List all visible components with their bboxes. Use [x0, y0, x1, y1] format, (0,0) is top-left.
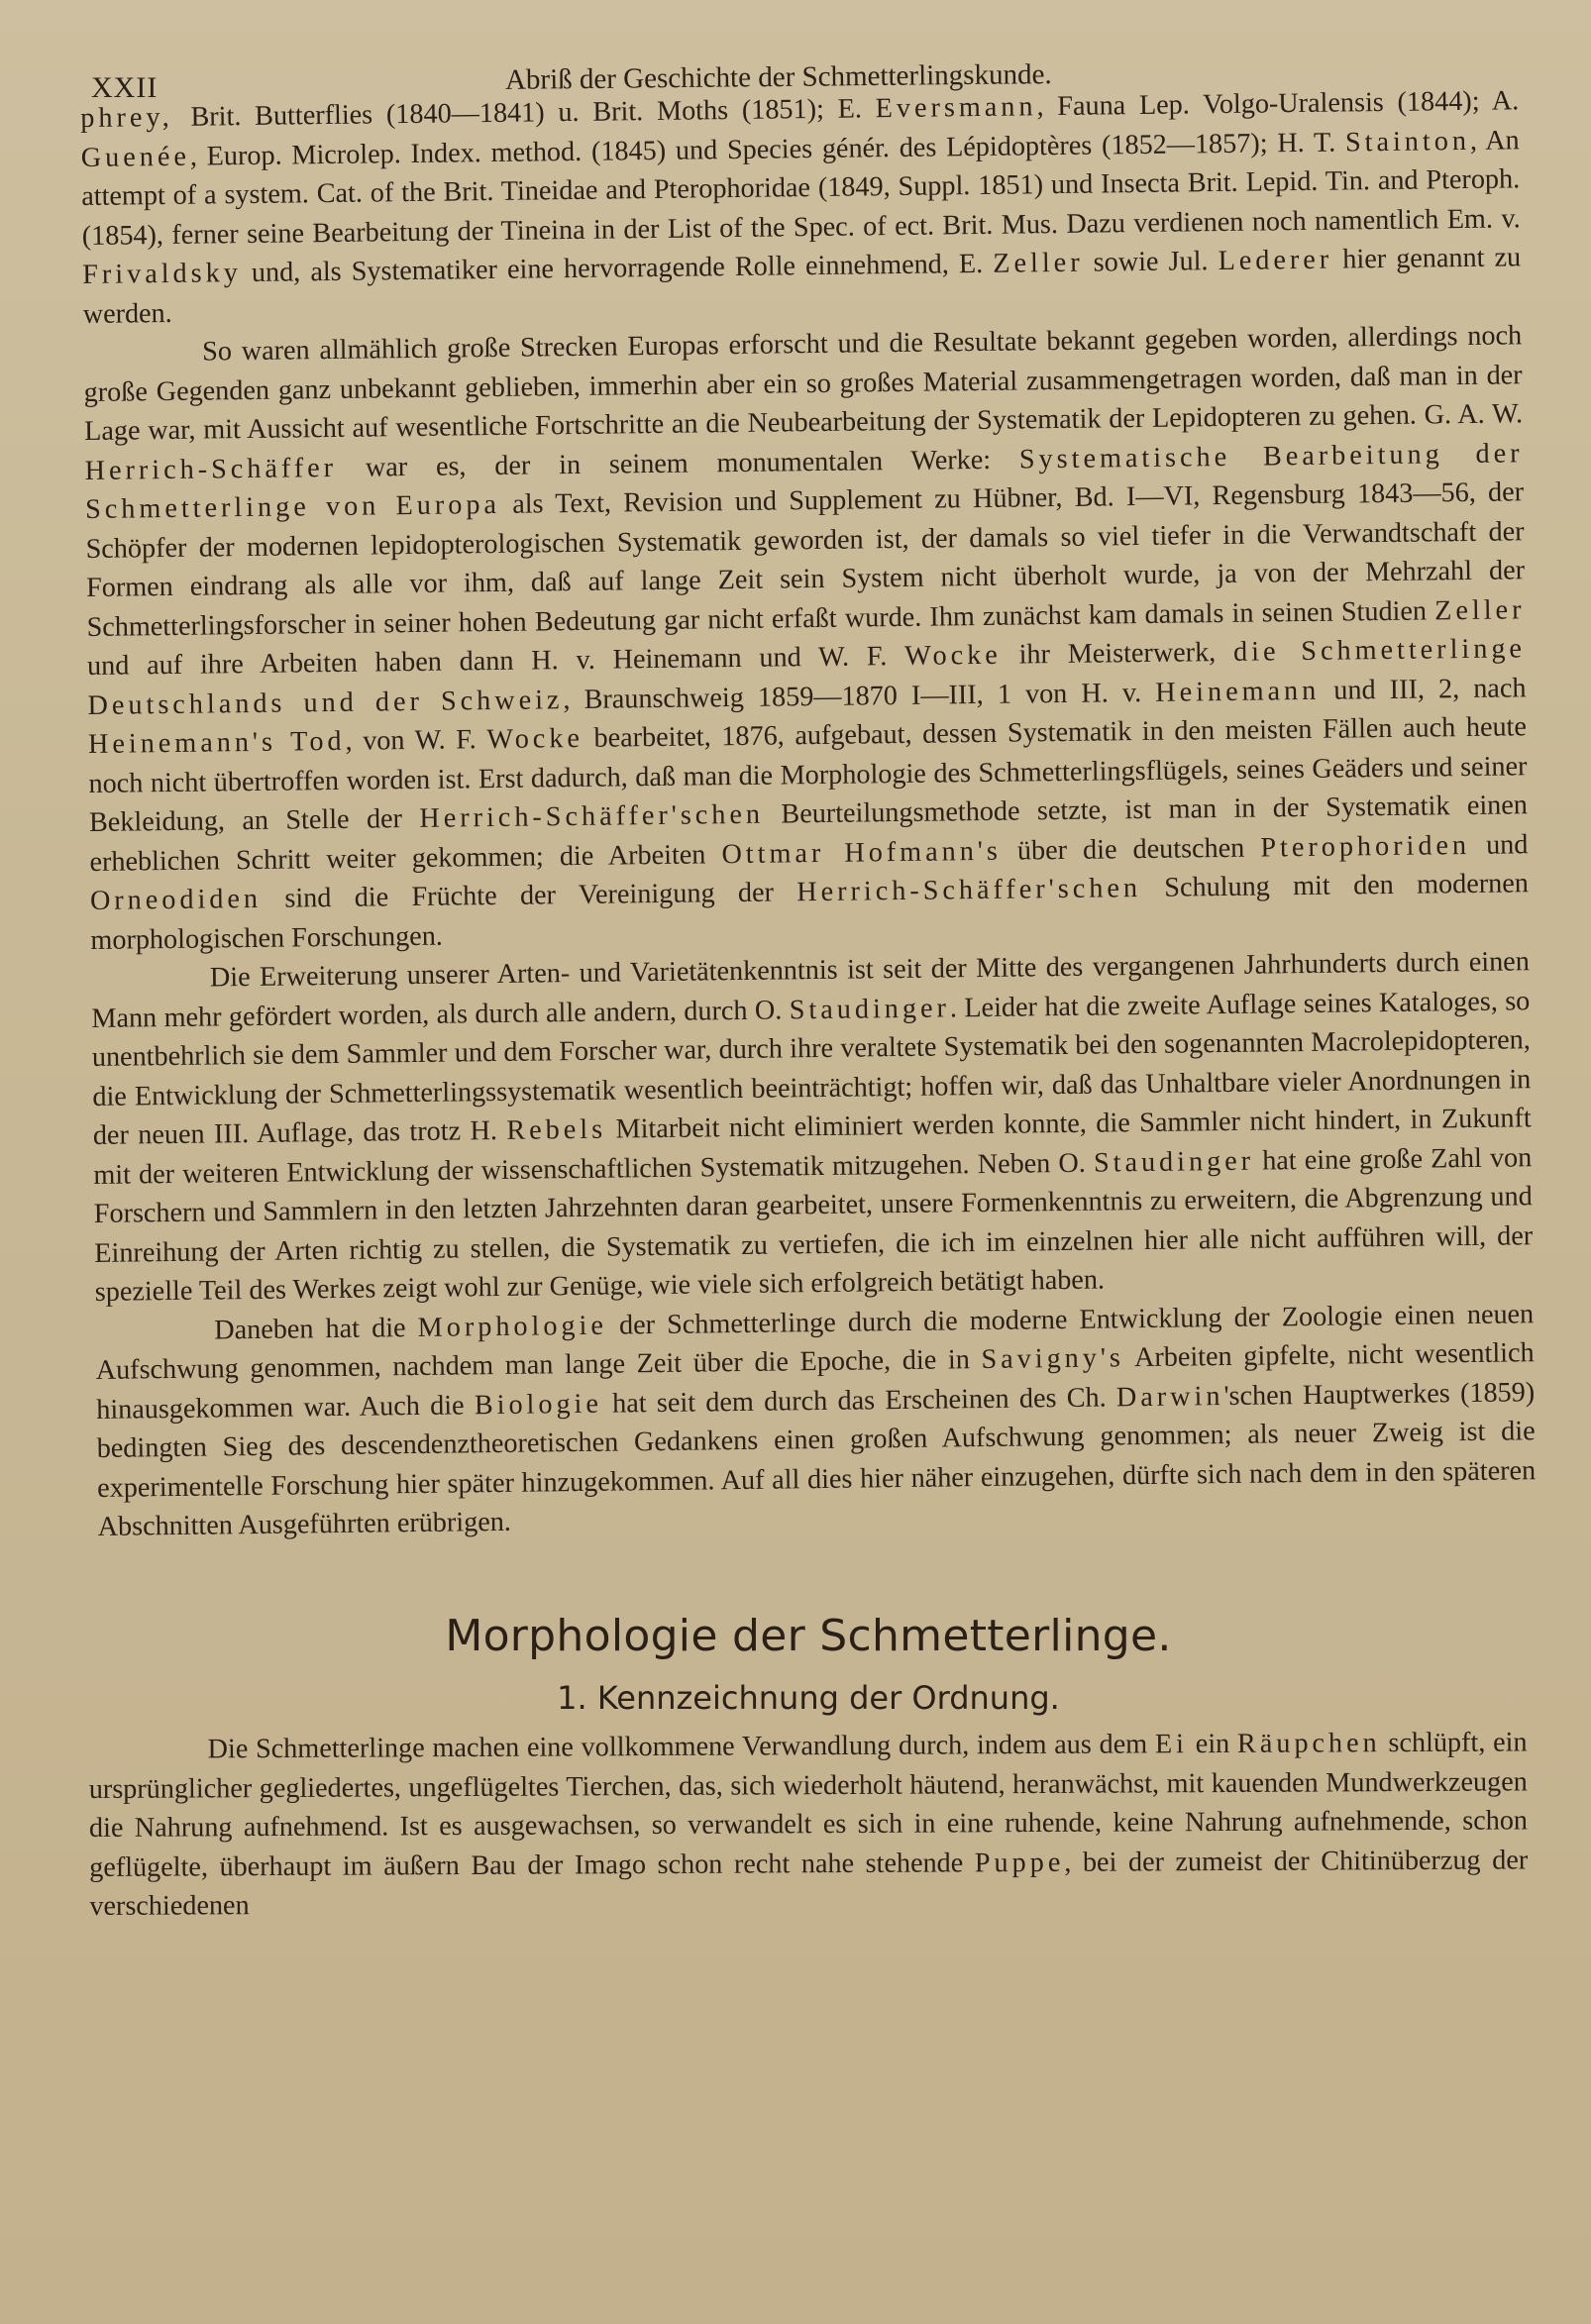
- spaced-name: Wocke: [486, 722, 584, 756]
- spaced-name: Guenée: [80, 141, 191, 173]
- spaced-name: Staudinger: [789, 992, 951, 1025]
- text-run: war es, der in seinem monumentalen Werke:: [336, 444, 1020, 483]
- paragraph: [88, 1723, 1528, 1926]
- spaced-name: Zeller: [1433, 593, 1526, 626]
- paragraph: [83, 316, 1530, 960]
- spaced-name: phrey,: [80, 101, 191, 135]
- text-run: Beurteilungsmethode setzte, ist man in der Systematik einen erheblichen Schritt weiter gekommen; die Arbeiten: [89, 790, 1529, 878]
- section-title: 1. Kennzeichnung der Ordnung.: [557, 1678, 1060, 1717]
- spaced-name: Herrich-Schäffer'schen: [796, 873, 1142, 908]
- text-run: ihr Meisterwerk,: [1001, 636, 1234, 671]
- text-run: sind die Früchte der Vereinigung der: [261, 877, 797, 914]
- text-run: So waren allmählich große Strecken Europas erforscht und die Resultate bekannt gegeben worden, allerdings noch große Gegenden ganz unbekannt geblieben, immerhin aber ein so großes Material zusammengetragen worden, daß man in der Lage war, mit Aussicht auf wesentliche Fortschritte an die Neubearbeitung der Systematik der Lepidopteren zu gehen. G. A. W.: [83, 320, 1524, 448]
- spaced-name: Lederer: [1218, 244, 1333, 277]
- paragraph: [95, 1295, 1537, 1547]
- text-run: , Braunschweig 1859—1870 I—III, 1 von H. v.: [563, 677, 1156, 715]
- spaced-name: Ei: [1154, 1728, 1189, 1759]
- spaced-name: Savigny's: [981, 1342, 1125, 1376]
- text-run: über die deutschen: [1001, 832, 1261, 867]
- spaced-name: Rebels: [506, 1113, 607, 1146]
- text-run: Brit. Butterflies (1840—1841) u. Brit. Moths (1851); E.: [190, 93, 876, 133]
- text-run: . Leider hat die zweite Auflage seines Kataloges, so unentbehrlich sie dem Sammler und dem Forscher war, durch ihre veraltete Systematik bei den sogenannten Macrolepidopteren, die Entwicklung der Schmetterlingssystematik wesentlich beeinträchtigt; hoffen wir, daß das Unhaltbare vieler Anordnungen in der neuen III. Auflage, das trotz H.: [91, 985, 1532, 1151]
- spaced-name: Herrich-Schäffer: [84, 452, 338, 486]
- paragraph: [91, 942, 1534, 1312]
- text-run: Die Schmetterlinge machen eine vollkommene Verwandlung durch, indem aus dem: [207, 1728, 1155, 1764]
- spaced-name: Morphologie: [417, 1310, 608, 1343]
- main-text: [80, 81, 1537, 1546]
- chapter-title: Morphologie der Schmetterlinge.: [445, 1610, 1172, 1661]
- text-run: , bei der zumeist der Chitinüberzug der verschiedenen: [89, 1844, 1529, 1922]
- spaced-name: Herrich-Schäffer'schen: [419, 798, 765, 834]
- text-run: , von W. F.: [345, 724, 487, 757]
- section-text: [88, 1723, 1528, 1926]
- spaced-name: Ottmar Hofmann's: [721, 835, 1003, 870]
- text-run: sowie Jul.: [1083, 246, 1219, 278]
- text-run: der Schmetterlinge durch die moderne Entwicklung der Zoologie einen neuen Aufschwung genommen, nachdem man lange Zeit über die Epoche, die in: [95, 1298, 1535, 1386]
- spaced-name: die Schmetterlinge Deutschlands und der Schweiz: [87, 633, 1527, 721]
- spaced-name: Räupchen: [1236, 1727, 1381, 1759]
- text-run: und auf ihre Arbeiten haben dann H. v. Heinemann und W. F.: [86, 640, 905, 683]
- spaced-name: Zeller: [993, 247, 1084, 279]
- paragraph: [80, 81, 1522, 334]
- text-run: Mitarbeit nicht eliminiert werden konnte, die Sammler nicht hindert, in Zukunft mit der weiteren Entwicklung der wissenschaftlichen Systematik mitzugehen. Neben O.: [93, 1103, 1532, 1191]
- spaced-name: Systematische Bearbeitung der Schmetterlinge von Europa: [84, 437, 1524, 526]
- text-run: ein: [1187, 1728, 1238, 1759]
- text-run: , Europ. Microlep. Index. method. (1845) und Species génér. des Lépidoptères (1852—1857); H. T.: [189, 126, 1346, 172]
- spaced-name: Wocke: [904, 639, 1002, 672]
- spaced-name: Orneodiden: [89, 883, 263, 916]
- spaced-name: Puppe: [974, 1846, 1065, 1878]
- running-head: Abriß der Geschichte der Schmetterlingskunde.: [504, 58, 1052, 96]
- spaced-name: Heinemann: [1155, 675, 1321, 708]
- text-run: Die Erweiterung unserer Arten- und Varietätenkenntnis ist seit der Mitte des vergangenen Jahrhunderts durch einen Mann mehr gefördert worden, als durch alle andern, durch O.: [91, 946, 1531, 1034]
- spaced-name: Frivaldsky: [82, 258, 243, 291]
- text-run: 'schen Hauptwerkes (1859) bedingten Sieg des descendenztheoretischen Gedankens einen großen Aufschwung genommen; als neuer Zweig ist die experimentelle Forschung hier später hinzugekommen. Auf all dies hier näher einzugehen, dürfte sich nach dem in den späteren Abschnitten Ausgeführten erübrigen.: [96, 1376, 1537, 1542]
- spaced-name: Pterophoriden: [1260, 829, 1471, 864]
- spaced-name: Heinemann's Tod: [87, 725, 346, 761]
- page-number: XXII: [91, 71, 159, 104]
- text-run: hat seit dem durch das Erscheinen des Ch.: [601, 1381, 1117, 1420]
- text-run: , An attempt of a system. Cat. of the Brit. Tineidae and Pterophoridae (1849, Suppl. 1851) und Insecta Brit. Lepid. Tin. and Pteroph. (1854), ferner seine Bearbeitung der Tineina in der List of the Spec. of ect. Brit. Mus. Dazu verdienen noch namentlich Em. v.: [81, 124, 1521, 252]
- text-run: , Fauna Lep. Volgo-Uralensis (1844); A.: [1036, 85, 1520, 123]
- text-run: und III, 2, nach: [1320, 672, 1527, 706]
- chapter-heading: [89, 1611, 1528, 1717]
- spaced-name: Eversmann: [875, 91, 1037, 125]
- text-run: hier genannt zu werden.: [82, 242, 1522, 330]
- spaced-name: Staudinger: [1093, 1145, 1255, 1179]
- text-run: und, als Systematiker eine hervorragende Rolle einnehmend, E.: [241, 248, 994, 289]
- text-run: Daneben hat die: [214, 1312, 418, 1345]
- text-run: Arbeiten gipfelte, nicht wesentlich hinausgekommen war. Auch die: [96, 1337, 1535, 1426]
- text-run: hat eine große Zahl von Forschern und Sammlern in den letzten Jahrzehnten daran gearbeitet, unsere Formenkenntnis zu erweitern, die Abgrenzung und Einreihung der Arten richtig zu stellen, die Systematik zu vertiefen, die ich im einzelnen hier alle nicht aufführen will, der spezielle Teil des Werkes zeigt wohl zur Genüge, wie viele sich erfolgreich betätigt haben.: [93, 1141, 1534, 1308]
- spaced-name: Stainton: [1344, 125, 1471, 158]
- spaced-name: Biologie: [474, 1388, 603, 1421]
- text-run: schlüpft, ein ursprünglicher gegliedertes, ungeflügeltes Tierchen, das, sich wiederholt häutend, heranwächst, mit kauenden Mundwerkzeugen die Nahrung aufnehmend. Ist es ausgewachsen, so verwandelt es sich in eine ruhende, keine Nahrung aufnehmende, schon geflügelte, überhaupt im äußern Bau der Imago schon recht nahe stehende: [88, 1726, 1529, 1882]
- text-run: bearbeitet, 1876, aufgebaut, dessen Systematik in den meisten Fällen auch heute noch nicht übertroffen worden ist. Erst dadurch, daß man die Morphologie des Schmetterlingsflügels, seines Geäders und seiner Bekleidung, an Stelle der: [88, 711, 1528, 838]
- spaced-name: Darwin: [1115, 1380, 1224, 1413]
- text-run: als Text, Revision und Supplement zu Hübner, Bd. I—VI, Regensburg 1843—56, der Schöpfer der modernen lepidopterologischen Systematik geworden ist, der damals so viel tiefer in die Verwandtschaft der Formen eindrang als alle vor ihm, daß auf lange Zeit sein System nicht überholt wurde, ja von der Mehrzahl der Schmetterlingsforscher in seiner hohen Bedeutung gar nicht erfaßt wurde. Ihm zunächst kam damals in seinen Studien: [85, 476, 1526, 643]
- text-run: Schulung mit den modernen morphologischen Forschungen.: [90, 868, 1530, 956]
- text-run: und: [1469, 828, 1529, 861]
